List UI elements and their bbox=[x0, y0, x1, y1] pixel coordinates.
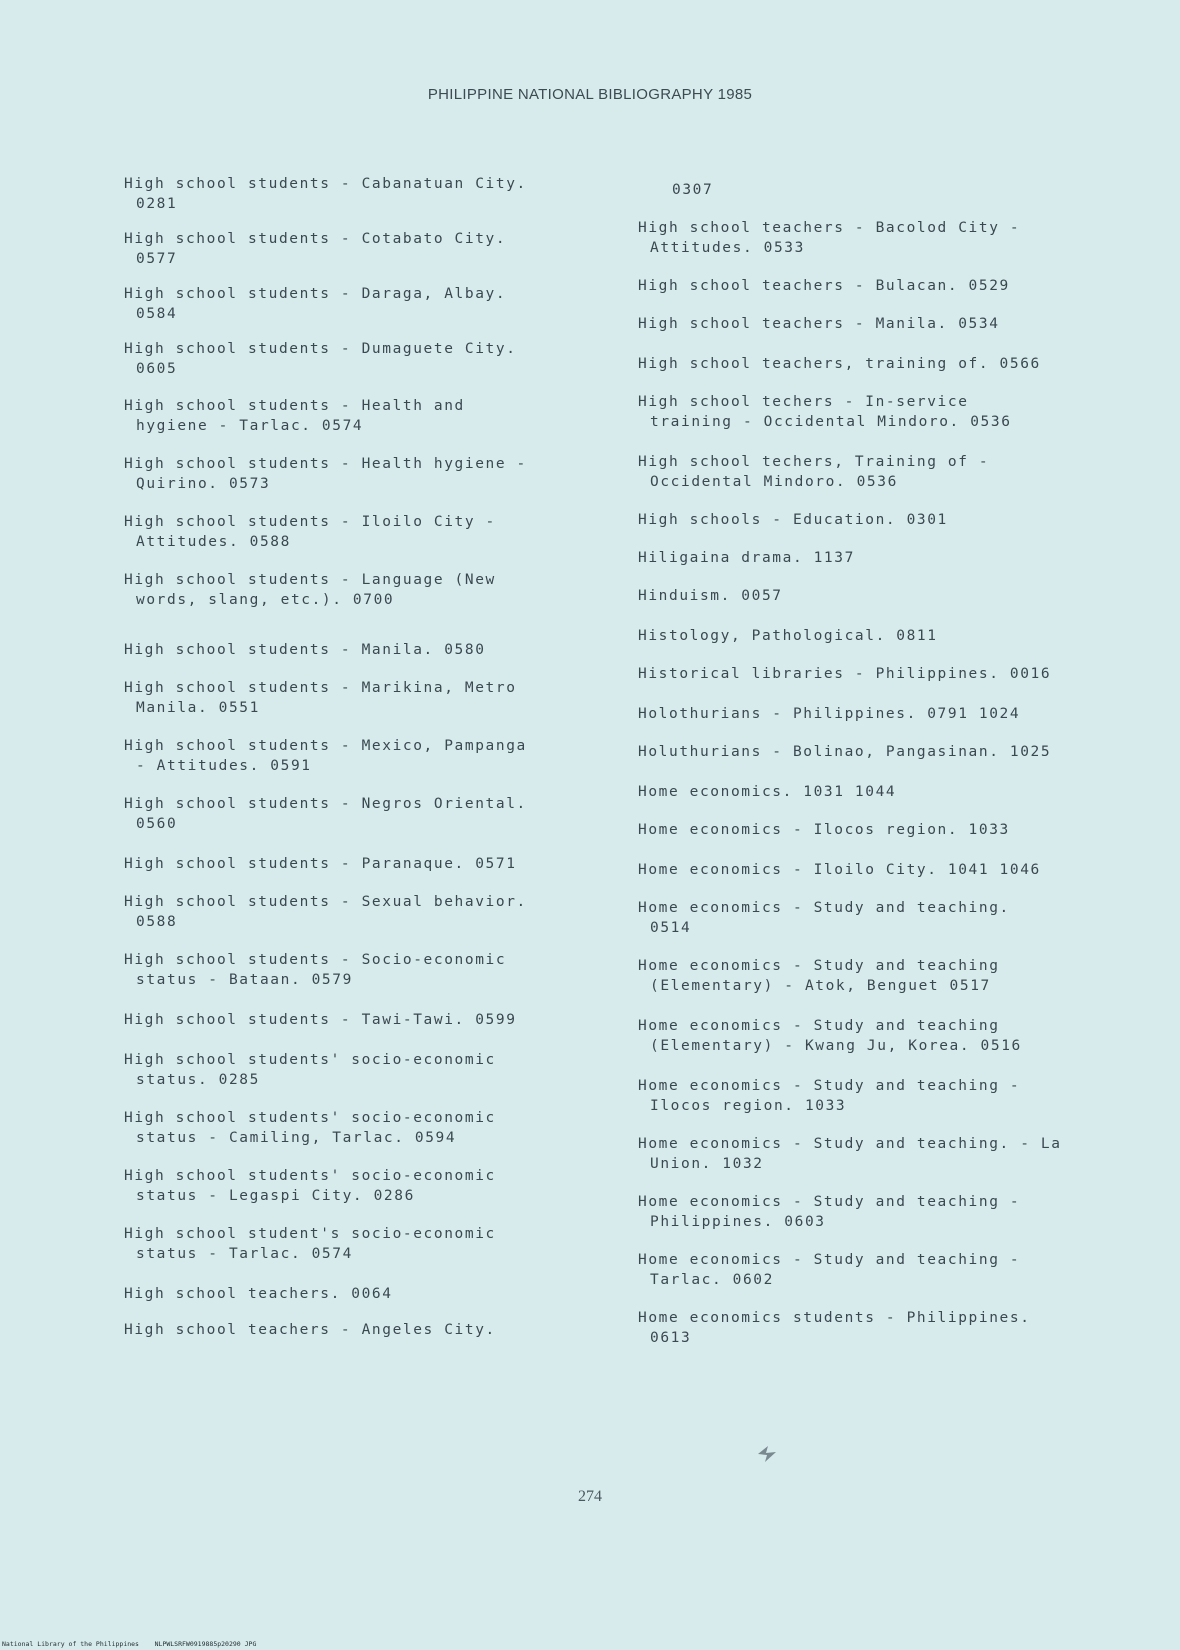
index-entry: High school students - Negros Oriental. 0560 bbox=[124, 796, 527, 832]
index-entry: High school students - Health and hygiene - Tarlac. 0574 bbox=[124, 398, 465, 434]
index-entry: High school teachers - Bulacan. 0529 bbox=[638, 278, 1010, 294]
index-entry: High schools - Education. 0301 bbox=[638, 512, 948, 528]
index-entry: High school students - Daraga, Albay. 0584 bbox=[124, 286, 507, 322]
index-entry: High school teachers - Manila. 0534 bbox=[638, 316, 1000, 332]
index-entry: Home economics. 1031 1044 bbox=[638, 784, 897, 800]
index-entry: High school students - Marikina, Metro Manila. 0551 bbox=[124, 680, 517, 716]
index-entry: High school students - Dumaguete City. 0605 bbox=[124, 341, 517, 377]
index-entry: High school students' socio-economic status - Camiling, Tarlac. 0594 bbox=[124, 1110, 496, 1146]
index-entry: High school students - Tawi-Tawi. 0599 bbox=[124, 1012, 517, 1028]
index-entry: High school students - Cabanatuan City. 0281 bbox=[124, 176, 527, 212]
index-entry: Holothurians - Philippines. 0791 1024 bbox=[638, 706, 1021, 722]
index-entry: High school students - Socio-economic status - Bataan. 0579 bbox=[124, 952, 507, 988]
index-entry: High school students' socio-economic status. 0285 bbox=[124, 1052, 496, 1088]
index-entry: High school teachers - Angeles City. bbox=[124, 1322, 496, 1338]
index-entry: Hinduism. 0057 bbox=[638, 588, 783, 604]
index-entry: High school students' socio-economic status - Legaspi City. 0286 bbox=[124, 1168, 496, 1204]
index-entry: Home economics - Study and teaching. - La Union. 1032 bbox=[638, 1136, 1062, 1172]
index-entry: High school students - Paranaque. 0571 bbox=[124, 856, 517, 872]
index-entry: Historical libraries - Philippines. 0016 bbox=[638, 666, 1052, 682]
page-number: 274 bbox=[578, 1488, 602, 1505]
index-entry: High school students - Sexual behavior. 0588 bbox=[124, 894, 527, 930]
index-entry: High school students - Health hygiene - Quirino. 0573 bbox=[124, 456, 527, 492]
page-title: PHILIPPINE NATIONAL BIBLIOGRAPHY 1985 bbox=[427, 86, 753, 103]
index-entry: Home economics - Study and teaching - Philippines. 0603 bbox=[638, 1194, 1021, 1230]
index-entry: High school student's socio-economic status - Tarlac. 0574 bbox=[124, 1226, 496, 1262]
index-entry: High school students - Iloilo City - Attitudes. 0588 bbox=[124, 514, 496, 550]
index-entry: High school techers - In-service training - Occidental Mindoro. 0536 bbox=[638, 394, 1012, 430]
index-entry: High school students - Mexico, Pampanga - Attitudes. 0591 bbox=[124, 738, 527, 774]
index-entry: High school students - Manila. 0580 bbox=[124, 642, 486, 658]
index-entry: Histology, Pathological. 0811 bbox=[638, 628, 938, 644]
index-entry: Home economics - Ilocos region. 1033 bbox=[638, 822, 1010, 838]
index-entry: Home economics - Study and teaching. 0514 bbox=[638, 900, 1010, 936]
index-entry: Home economics - Iloilo City. 1041 1046 bbox=[638, 862, 1041, 878]
index-entry: Home economics - Study and teaching (Elementary) - Atok, Benguet 0517 bbox=[638, 958, 1000, 994]
index-entry: High school teachers. 0064 bbox=[124, 1286, 393, 1302]
index-entry-continuation: 0307 bbox=[672, 182, 714, 198]
scan-credit: National Library of the Philippines NLPWLSRFW0919885p20290 JPG bbox=[2, 1640, 257, 1648]
index-entry: Holuthurians - Bolinao, Pangasinan. 1025 bbox=[638, 744, 1052, 760]
index-entry: Home economics - Study and teaching (Elementary) - Kwang Ju, Korea. 0516 bbox=[638, 1018, 1022, 1054]
index-entry: High school teachers - Bacolod City - Attitudes. 0533 bbox=[638, 220, 1021, 256]
index-entry: Home economics - Study and teaching - Tarlac. 0602 bbox=[638, 1252, 1021, 1288]
index-entry: High school students - Cotabato City. 0577 bbox=[124, 231, 507, 267]
index-entry: Home economics students - Philippines. 0613 bbox=[638, 1310, 1031, 1346]
index-entry: High school students - Language (New words, slang, etc.). 0700 bbox=[124, 572, 496, 608]
index-entry: High school techers, Training of - Occidental Mindoro. 0536 bbox=[638, 454, 990, 490]
ink-mark-icon bbox=[756, 1444, 778, 1464]
index-entry: Home economics - Study and teaching - Ilocos region. 1033 bbox=[638, 1078, 1021, 1114]
index-entry: Hiligaina drama. 1137 bbox=[638, 550, 855, 566]
index-entry: High school teachers, training of. 0566 bbox=[638, 356, 1041, 372]
